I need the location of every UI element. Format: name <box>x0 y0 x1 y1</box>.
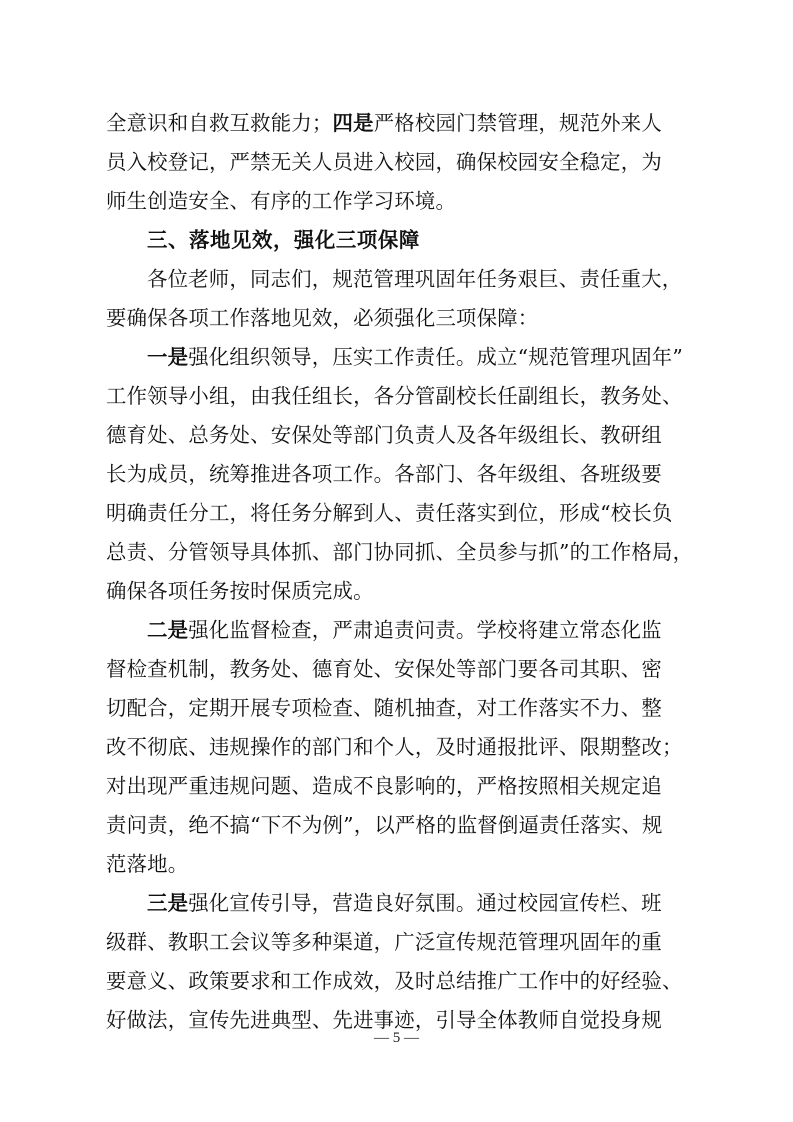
body-line: 级群、教职工会议等多种渠道，广泛宣传规范管理巩固年的重 <box>106 930 662 954</box>
body-line: 对出现严重违规问题、造成不良影响的，严格按照相关规定追 <box>106 774 662 798</box>
bold-run: 三是 <box>147 891 189 915</box>
body-line: 督检查机制，教务处、德育处、安保处等部门要各司其职、密 <box>106 657 662 681</box>
body-line: 切配合，定期开展专项检查、随机抽查，对工作落实不力、整 <box>106 696 662 720</box>
body-line: 员入校登记，严禁无关人员进入校园，确保校园安全稳定，为 <box>106 150 662 174</box>
body-line: 确保各项任务按时保质完成。 <box>106 579 374 603</box>
body-line: 要意义、政策要求和工作成效，及时总结推广工作中的好经验、 <box>106 969 683 993</box>
paragraph-first-line <box>106 884 696 923</box>
bold-run: 一是 <box>147 345 189 369</box>
body-line: 长为成员，统筹推进各项工作。各部门、各年级组、各班级要 <box>106 462 662 486</box>
text-run: 强化监督检查，严肃追责问责。学校将建立常态化监 <box>188 618 662 642</box>
document-body <box>106 104 696 1040</box>
text-run: 全意识和自救互救能力； <box>106 111 333 135</box>
bold-run: 四是 <box>332 111 374 135</box>
body-line: 明确责任分工，将任务分解到人、责任落实到位，形成“校长负 <box>106 501 673 525</box>
paragraph-first-line <box>106 611 696 650</box>
body-line: 德育处、总务处、安保处等部门负责人及各年级组长、教研组 <box>106 423 662 447</box>
paragraph-first-line <box>106 338 696 377</box>
body-line: 师生创造安全、有序的工作学习环境。 <box>106 189 457 213</box>
body-line <box>106 104 696 143</box>
body-line: 工作领导小组，由我任组长，各分管副校长任副组长，教务处、 <box>106 384 683 408</box>
body-line: 改不彻底、违规操作的部门和个人，及时通报批评、限期整改； <box>106 735 683 759</box>
page-number: — 5 — <box>374 1030 419 1046</box>
body-line: 好做法，宣传先进典型、先进事迹，引导全体教师自觉投身规 <box>106 1008 662 1032</box>
body-line: 要确保各项工作落地见效，必须强化三项保障： <box>106 306 539 330</box>
bold-run: 二是 <box>147 618 189 642</box>
body-line: 责问责，绝不搞“下不为例”，以严格的监督倒逼责任落实、规 <box>106 813 663 837</box>
body-line: 各位老师，同志们，规范管理巩固年任务艰巨、责任重大， <box>147 267 683 291</box>
section-heading: 三、落地见效，强化三项保障 <box>147 228 420 252</box>
text-run: 强化宣传引导，营造良好氛围。通过校园宣传栏、班 <box>188 891 662 915</box>
body-line: 总责、分管领导具体抓、部门协同抓、全员参与抓”的工作格局， <box>106 540 694 564</box>
body-line: 范落地。 <box>106 852 189 876</box>
text-run: 严格校园门禁管理，规范外来人 <box>373 111 662 135</box>
text-run: 强化组织领导，压实工作责任。成立“规范管理巩固年” <box>188 345 684 369</box>
